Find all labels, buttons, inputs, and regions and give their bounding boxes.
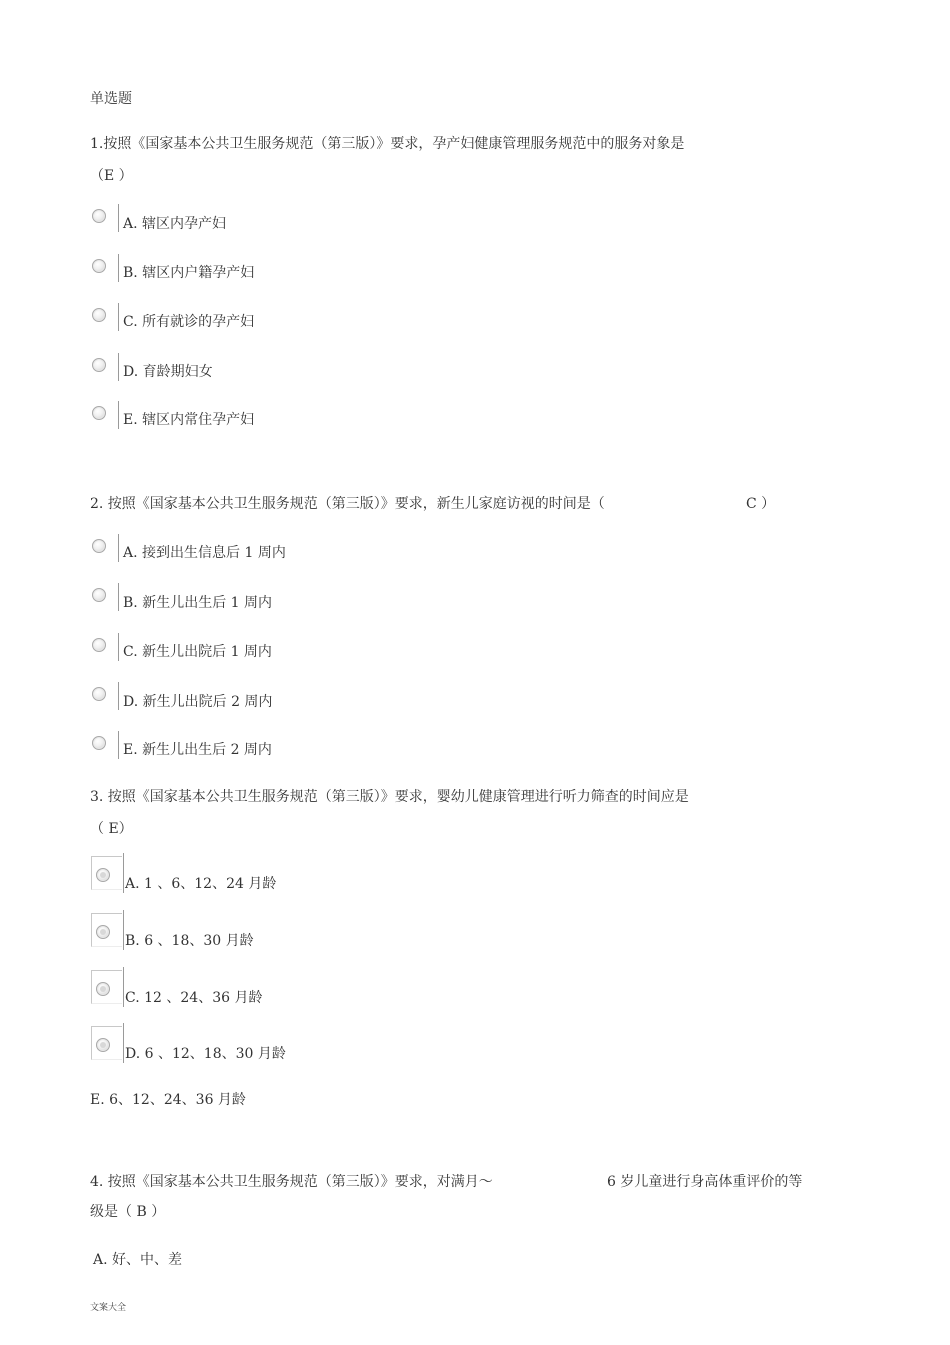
divider	[118, 682, 119, 710]
option-label: B. 新生儿出生后 1 周内	[123, 595, 272, 611]
question-3-answer-line: （ E）	[90, 821, 133, 837]
option-label: A. 辖区内孕产妇	[123, 216, 227, 232]
radio-box[interactable]	[91, 970, 122, 1004]
option-label: D. 新生儿出院后 2 周内	[123, 694, 273, 710]
radio-icon[interactable]	[96, 868, 110, 882]
radio-box[interactable]	[91, 856, 122, 890]
radio-icon[interactable]	[96, 925, 110, 939]
option-label: A. 接到出生信息后 1 周内	[123, 545, 286, 561]
divider	[118, 534, 119, 562]
option-label: B. 6 、18、30 月龄	[125, 933, 254, 949]
section-title: 单选题	[90, 91, 132, 107]
option-label: A. 1 、6、12、24 月龄	[125, 876, 277, 892]
radio-box[interactable]	[91, 1026, 122, 1060]
question-1-text: 1.按照《国家基本公共卫生服务规范（第三版）》要求，孕产妇健康管理服务规范中的服务对象是	[90, 136, 685, 152]
divider	[123, 910, 124, 950]
option-label: C. 12 、24、36 月龄	[125, 990, 263, 1006]
divider	[118, 731, 119, 759]
radio-icon[interactable]	[92, 209, 106, 223]
option-label: D. 育龄期妇女	[123, 364, 213, 380]
question-4-answer-line: 级是（ B ）	[90, 1204, 166, 1220]
radio-icon[interactable]	[92, 539, 106, 553]
radio-icon[interactable]	[92, 259, 106, 273]
divider	[118, 303, 119, 331]
radio-icon[interactable]	[96, 982, 110, 996]
question-4-text-cont: 6 岁儿童进行身高体重评价的等	[607, 1174, 803, 1190]
question-3-text: 3. 按照《国家基本公共卫生服务规范（第三版）》要求，婴幼儿健康管理进行听力筛查的时间应是	[90, 789, 689, 805]
q3-option-e: E. 6、12、24、36 月龄	[90, 1092, 246, 1108]
radio-icon[interactable]	[92, 358, 106, 372]
radio-icon[interactable]	[92, 308, 106, 322]
option-label: C. 所有就诊的孕产妇	[123, 314, 255, 330]
radio-icon[interactable]	[92, 638, 106, 652]
divider	[118, 204, 119, 232]
page-footer: 文案大全	[90, 1303, 127, 1313]
divider	[118, 633, 119, 661]
radio-icon[interactable]	[92, 588, 106, 602]
question-2-answer: C ）	[746, 496, 776, 512]
option-label: E. 新生儿出生后 2 周内	[123, 742, 272, 758]
divider	[118, 353, 119, 381]
option-label: C. 新生儿出院后 1 周内	[123, 644, 272, 660]
question-2-text: 2. 按照《国家基本公共卫生服务规范（第三版）》要求，新生儿家庭访视的时间是（	[90, 496, 605, 512]
option-label: D. 6 、12、18、30 月龄	[125, 1046, 286, 1062]
divider	[123, 967, 124, 1007]
radio-icon[interactable]	[92, 406, 106, 420]
divider	[123, 1023, 124, 1063]
divider	[123, 853, 124, 893]
radio-box[interactable]	[91, 913, 122, 947]
question-4-text: 4. 按照《国家基本公共卫生服务规范（第三版）》要求，对满月～	[90, 1174, 493, 1190]
radio-icon[interactable]	[92, 736, 106, 750]
radio-icon[interactable]	[92, 687, 106, 701]
radio-icon[interactable]	[96, 1038, 110, 1052]
question-1-answer-line: （E ）	[90, 168, 133, 184]
option-label: B. 辖区内户籍孕产妇	[123, 265, 255, 281]
divider	[118, 401, 119, 429]
option-label: E. 辖区内常住孕产妇	[123, 412, 255, 428]
divider	[118, 583, 119, 611]
q4-option-a: A. 好、中、差	[93, 1252, 183, 1268]
divider	[118, 254, 119, 282]
